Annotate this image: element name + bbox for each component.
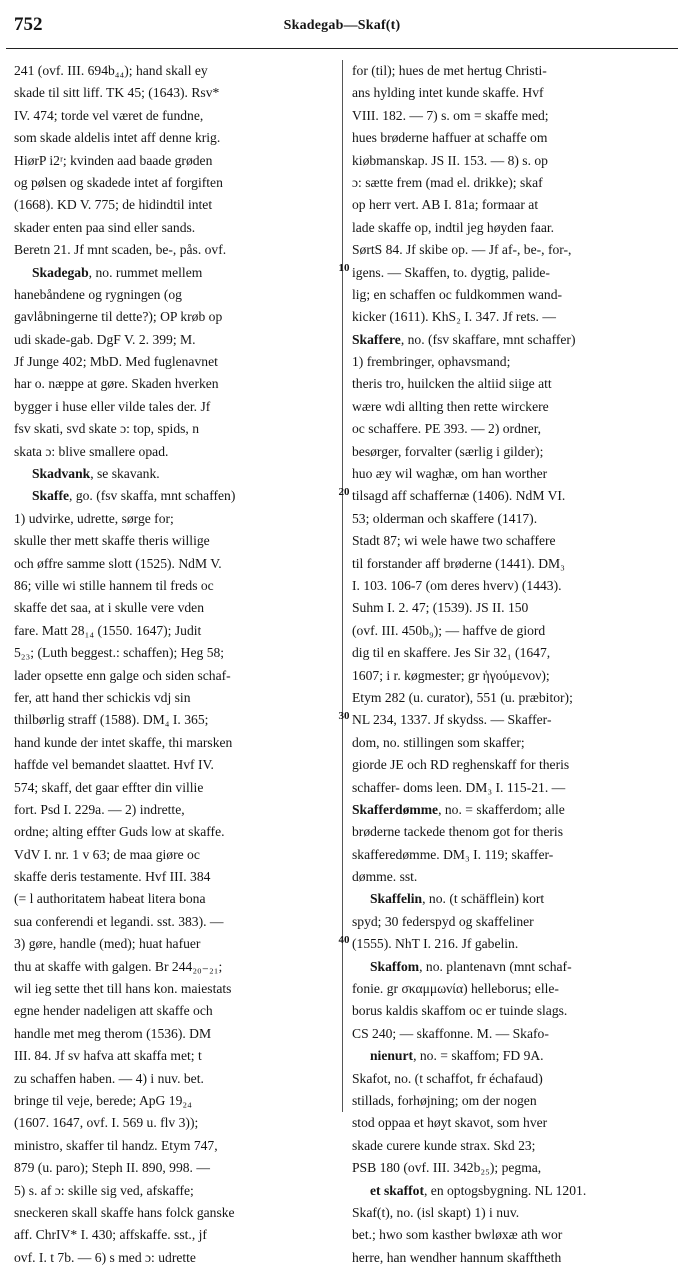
text-line: Skafot, no. (t schaffot, fr échafaud): [352, 1070, 543, 1086]
text-line: Etym 282 (u. curator), 551 (u. præbitor);: [352, 689, 573, 705]
text-line: sua conferendi et legandi. sst. 383). —: [14, 913, 224, 929]
text-line: og pølsen og skadede intet af forgiften: [14, 174, 223, 190]
text-line: Skaffom, no. plantenavn (mnt schaf-: [370, 958, 572, 974]
text-line: giorde JE och RD reghenskaff for theris: [352, 757, 570, 773]
text-line: borus kaldis skaffom oc er tuinde slags.: [352, 1003, 568, 1019]
text-line: skaffe deris testamente. Hvf III. 384: [14, 869, 211, 885]
text-line: PSB 180 (ovf. III. 342b₂₅); pegma,: [352, 1160, 542, 1176]
text-line: SørtS 84. Jf skibe op. — Jf af-, be-, for-,: [352, 242, 572, 258]
text-line: wil ieg sette thet till hans kon. maiestats: [14, 981, 232, 997]
text-line: lig; en schaffen oc fuldkommen wand-: [352, 286, 563, 302]
text-line: Jf Junge 402; MbD. Med fuglenavnet: [14, 354, 218, 370]
text-line: 3) gøre, handle (med); huat hafuer: [14, 936, 201, 952]
text-line: wære wdi allting then rette wirckere: [352, 398, 549, 414]
text-line: lade skaffe op, indtil jeg høyden faar.: [352, 219, 555, 235]
text-line: gavlåbningerne til dette?); OP krøb op: [14, 309, 223, 325]
text-line: handle met meg therom (1536). DM: [14, 1025, 212, 1041]
text-line: bringe til veje, berede; ApG 19₂₄: [14, 1092, 192, 1108]
text-line: 879 (u. paro); Steph II. 890, 998. —: [14, 1160, 210, 1176]
text-line: thilbørlig straff (1588). DM₄ I. 365;: [14, 712, 209, 728]
text-line: (1668). KD V. 775; de hidindtil intet: [14, 197, 213, 213]
text-line: zu schaffen haben. — 4) i nuv. bet.: [14, 1070, 204, 1086]
text-line: VdV I. nr. 1 v 63; de maa giøre oc: [14, 846, 200, 862]
text-line: 1) udvirke, udrette, sørge for;: [14, 510, 174, 526]
text-line: Skaffere, no. (fsv skaffare, mnt schaffer): [352, 331, 576, 347]
text-line: herre, han wendher hannum skafftheth: [352, 1249, 562, 1265]
text-line: spyd; 30 federspyd og skaffeliner: [352, 913, 534, 929]
text-line: Skaffelin, no. (t schäfflein) kort: [370, 891, 545, 907]
text-line: thu at skaffe with galgen. Br 244₂₀₋₂₁;: [14, 958, 223, 974]
page-number: 752: [14, 14, 43, 35]
text-line: 86; ville wi stille hannem til freds oc: [14, 577, 214, 593]
text-line: CS 240; — skaffonne. M. — Skafo-: [352, 1025, 549, 1041]
text-line: hues brøderne haffuer at schaffe om: [352, 130, 548, 146]
text-line: brøderne tackede thenom got for theris: [352, 824, 564, 840]
text-line: huo æy wil waghæ, om han worther: [352, 466, 548, 482]
text-line: nienurt, no. = skaffom; FD 9A.: [370, 1048, 544, 1064]
text-line: kicker (1611). KhS₂ I. 347. Jf rets. —: [352, 309, 556, 325]
line-number-30: 30: [338, 710, 350, 722]
text-line: 574; skaff, det gaar effter din villie: [14, 779, 204, 795]
text-line: tilsagd aff schaffernæ (1406). NdM VI.: [352, 488, 566, 504]
text-line: (= l authoritatem habeat litera bona: [14, 891, 206, 907]
text-line: op herr vert. AB I. 81a; formaar at: [352, 197, 539, 213]
text-line: fare. Matt 28₁₄ (1550. 1647); Judit: [14, 622, 202, 638]
text-line: Skaf(t), no. (isl skapt) 1) i nuv.: [352, 1204, 520, 1220]
text-line: udi skade-gab. DgF V. 2. 399; M.: [14, 331, 196, 347]
text-line: dømme. sst.: [352, 869, 418, 885]
text-line: fsv skati, svd skate ɔ: top, spids, n: [14, 421, 200, 437]
text-line: HiørP i2ʳ; kvinden aad baade grøden: [14, 152, 213, 168]
running-title: Skadegab—Skaf(t): [283, 18, 401, 33]
page-header: [6, 8, 678, 49]
text-line: Skadvank, se skavank.: [32, 466, 160, 482]
text-line: haffde vel bemandet slaattet. Hvf IV.: [14, 757, 214, 773]
text-line: bet.; hwo som kasther bwløxæ ath wor: [352, 1227, 563, 1243]
text-line: ordne; alting effter Guds low at skaffe.: [14, 824, 225, 840]
text-line: ans hylding intet kunde skaffe. Hvf: [352, 85, 544, 101]
text-line: kiøbmanskap. JS II. 153. — 8) s. op: [352, 152, 548, 168]
line-number-20: 20: [338, 486, 350, 498]
text-line: I. 103. 106-7 (om deres hverv) (1443).: [352, 577, 562, 593]
text-line: fer, att hand ther schickis vdj sin: [14, 689, 191, 705]
text-line: egne hender nadeligen att skaffe och: [14, 1003, 213, 1019]
text-line: 1607; i r. køgmester; gr ἡγούμενον);: [352, 667, 550, 683]
text-line: schaffer- doms leen. DM₃ I. 115-21. —: [352, 779, 566, 795]
text-line: skata ɔ: blive smallere opad.: [14, 443, 169, 459]
text-line: fonie. gr σκαμμωνία) helleborus; elle-: [352, 981, 559, 997]
text-line: dig til en skaffere. Jes Sir 32₁ (1647,: [352, 645, 551, 661]
text-line: Skaffe, go. (fsv skaffa, mnt schaffen): [32, 488, 236, 504]
text-line: och øffre samme slott (1525). NdM V.: [14, 555, 222, 571]
text-line: fort. Psd I. 229a. — 2) indrette,: [14, 801, 185, 817]
text-line: stillads, forhøjning; om der nogen: [352, 1092, 537, 1108]
text-line: sneckeren skall skaffe hans folck ganske: [14, 1204, 235, 1220]
text-line: til forstander aff brøderne (1441). DM₃: [352, 555, 565, 571]
left-column: [14, 60, 336, 1269]
text-line: (1555). NhT I. 216. Jf gabelin.: [352, 936, 519, 952]
text-line: skade til sitt liff. TK 45; (1643). Rsv*: [14, 85, 220, 101]
line-number-40: 40: [338, 934, 350, 946]
line-number-10: 10: [338, 262, 350, 274]
text-line: som skade aldelis intet aff denne krig.: [14, 130, 221, 146]
text-line: skade curere kunde strax. Skd 23;: [352, 1137, 536, 1153]
text-line: theris tro, huilcken the altiid siige att: [352, 376, 552, 392]
text-line: dom, no. stillingen som skaffer;: [352, 734, 525, 750]
text-line: (ovf. III. 450b₉); — haffve de giord: [352, 622, 546, 638]
text-line: 5) s. af ɔ: skille sig ved, afskaffe;: [14, 1182, 194, 1198]
right-column: [352, 60, 674, 1269]
text-line: skader enten paa sind eller sands.: [14, 219, 196, 235]
text-line: 5₂₃; (Luth beggest.: schaffen); Heg 58;: [14, 645, 225, 661]
text-line: VIII. 182. — 7) s. om = skaffe med;: [352, 107, 549, 123]
text-line: 1) frembringer, ophavsmand;: [352, 354, 511, 370]
text-line: 53; olderman och skaffere (1417).: [352, 510, 538, 526]
text-line: oc schaffere. PE 393. — 2) ordner,: [352, 421, 542, 437]
text-line: skafferedømme. DM₃ I. 119; skaffer-: [352, 846, 554, 862]
text-line: Suhm I. 2. 47; (1539). JS II. 150: [352, 600, 529, 616]
text-line: ministro, skaffer til handz. Etym 747,: [14, 1137, 218, 1153]
text-line: ovf. I. t 7b. — 6) s med ɔ: udrette: [14, 1249, 196, 1265]
column-divider: [342, 60, 343, 1112]
text-line: Beretn 21. Jf mnt scaden, be-, pås. ovf.: [14, 242, 227, 258]
text-line: hand kunde der intet skaffe, thi marsken: [14, 734, 233, 750]
text-line: 241 (ovf. III. 694b₄₄); hand skall ey: [14, 63, 208, 78]
text-line: har o. næppe at gøre. Skaden hverken: [14, 376, 219, 392]
text-line: skulle ther mett skaffe theris willige: [14, 533, 210, 549]
text-line: ɔ: sætte frem (mad el. drikke); skaf: [352, 174, 543, 190]
text-line: Skafferdømme, no. = skafferdom; alle: [352, 801, 565, 817]
text-line: for (til); hues de met hertug Christi-: [352, 63, 547, 78]
text-line: igens. — Skaffen, to. dygtig, palide-: [352, 264, 550, 280]
text-line: III. 84. Jf sv hafva att skaffa met; t: [14, 1048, 202, 1064]
text-line: aff. ChrIV* I. 430; affskaffe. sst., jf: [14, 1227, 207, 1243]
text-line: bygger i huse eller vilde tales der. Jf: [14, 398, 211, 414]
text-line: Stadt 87; wi wele hawe two schaffere: [352, 533, 556, 549]
text-line: lader opsette enn galge och siden schaf-: [14, 667, 231, 683]
text-line: Skadegab, no. rummet mellem: [32, 264, 203, 280]
text-line: stod oppaa et høyt skavot, som hver: [352, 1115, 548, 1131]
text-line: hanebåndene og rygningen (og: [14, 286, 182, 302]
text-line: besørger, forvalter (særlig i gilder);: [352, 443, 544, 459]
text-line: (1607. 1647, ovf. I. 569 u. flv 3));: [14, 1115, 199, 1131]
text-line: NL 234, 1337. Jf skydss. — Skaffer-: [352, 712, 552, 728]
text-line: IV. 474; torde vel været de fundne,: [14, 107, 204, 123]
text-line: skaffe det saa, at i skulle vere vden: [14, 600, 204, 616]
text-line: et skaffot, en optogsbygning. NL 1201.: [370, 1182, 587, 1198]
